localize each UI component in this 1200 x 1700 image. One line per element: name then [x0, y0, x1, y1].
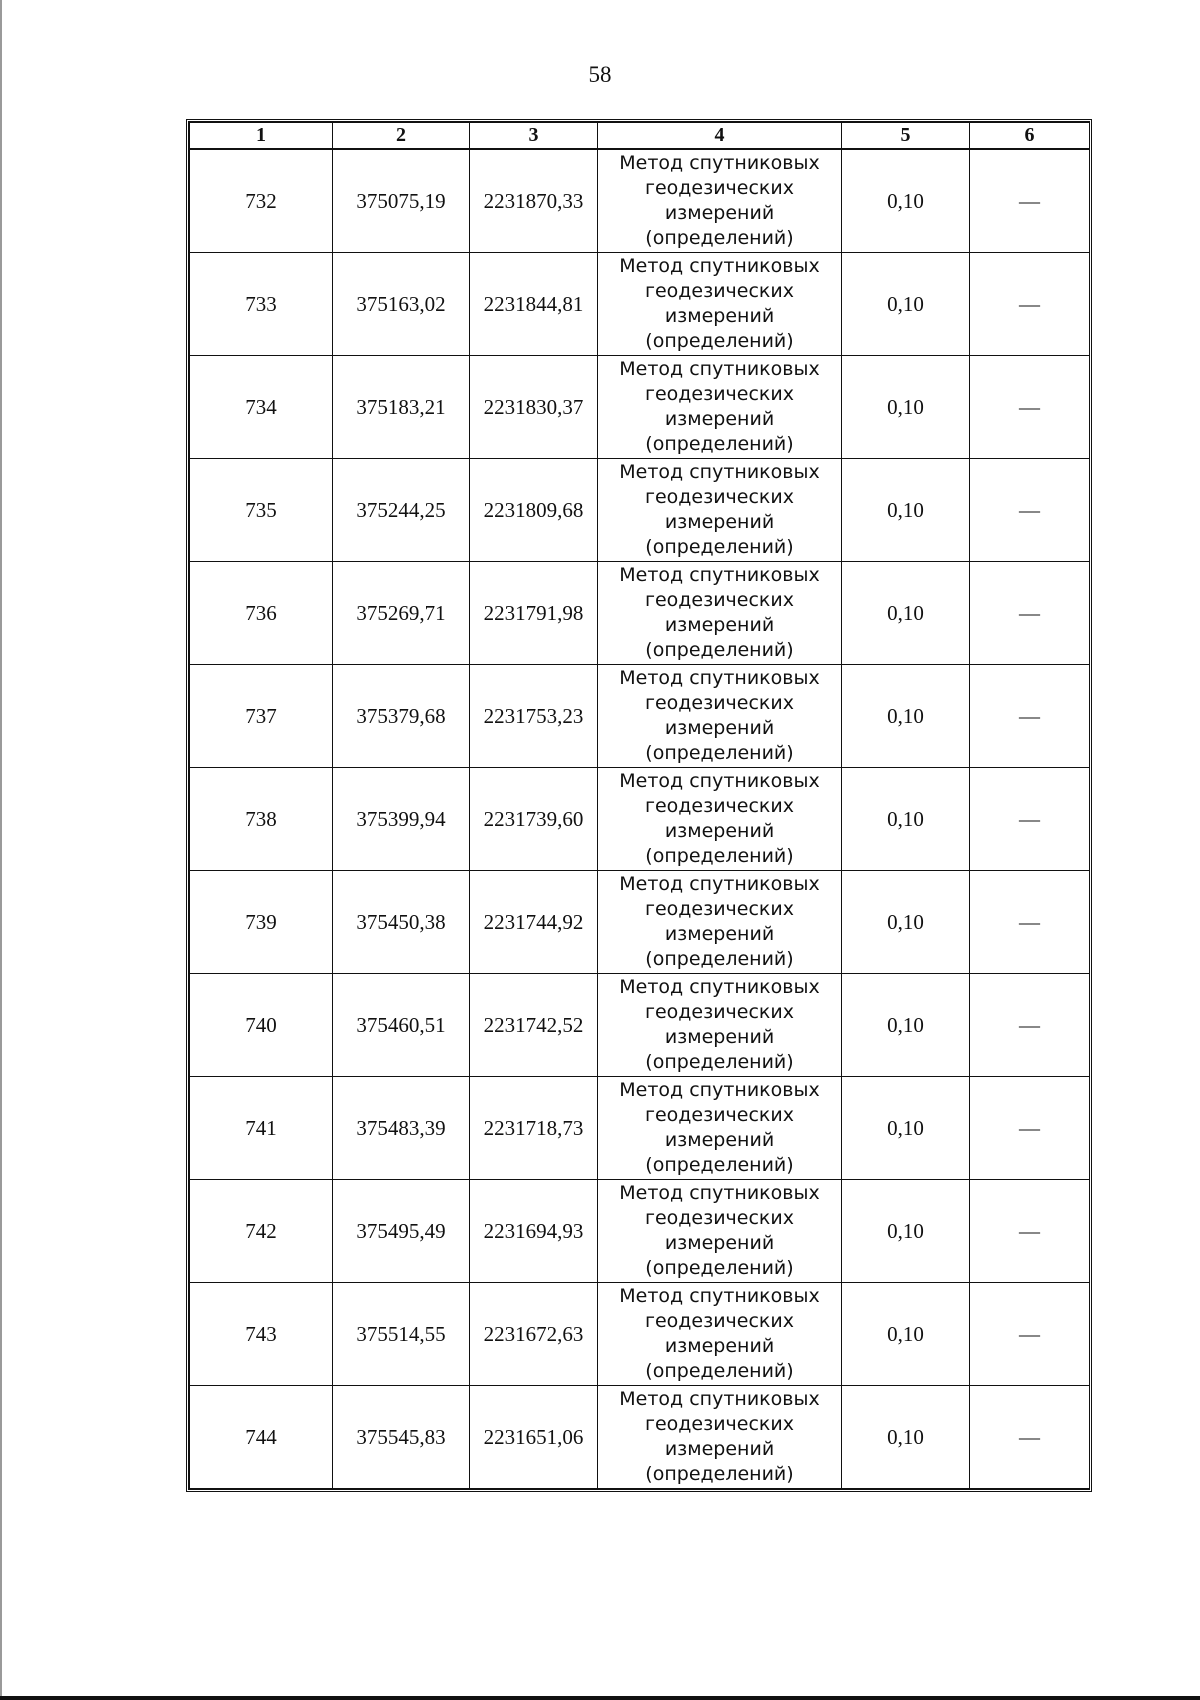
cell-point-number: 743: [190, 1283, 333, 1386]
cell-note: —: [970, 974, 1090, 1077]
method-text-line: измерений: [664, 820, 775, 842]
method-text-line: (определений): [645, 536, 794, 558]
header-col-2: 2: [333, 123, 470, 150]
method-text-line: Метод спутниковых: [619, 255, 820, 277]
method-text-line: Метод спутниковых: [619, 1182, 820, 1204]
cell-x-coordinate: 375379,68: [333, 665, 470, 768]
cell-y-coordinate: 2231809,68: [470, 459, 598, 562]
table-row: [190, 253, 1090, 356]
cell-y-coordinate: 2231744,92: [470, 871, 598, 974]
method-text-line: (определений): [645, 1463, 794, 1485]
method-text-line: Метод спутниковых: [619, 770, 820, 792]
cell-note: —: [970, 1386, 1090, 1489]
cell-method: [598, 1386, 842, 1489]
method-text-line: геодезических: [644, 898, 794, 920]
method-text-line: измерений: [664, 614, 775, 636]
cell-method: [598, 562, 842, 665]
cell-point-number: 740: [190, 974, 333, 1077]
table-row: [190, 1180, 1090, 1283]
cell-method: [598, 1180, 842, 1283]
table-header-row: [190, 123, 1090, 150]
method-text-line: геодезических: [644, 1310, 794, 1332]
method-text-line: измерений: [664, 408, 775, 430]
coordinates-table: [189, 122, 1090, 1489]
cell-method: [598, 1283, 842, 1386]
method-text-line: Метод спутниковых: [619, 873, 820, 895]
cell-x-coordinate: 375163,02: [333, 253, 470, 356]
method-text-line: геодезических: [644, 486, 794, 508]
table-row: [190, 562, 1090, 665]
method-text-line: геодезических: [644, 1207, 794, 1229]
method-text-line: (определений): [645, 330, 794, 352]
header-col-1: 1: [190, 123, 333, 150]
table-row: [190, 974, 1090, 1077]
method-text-line: (определений): [645, 1051, 794, 1073]
header-col-3: 3: [470, 123, 598, 150]
cell-x-coordinate: 375399,94: [333, 768, 470, 871]
table-row: [190, 871, 1090, 974]
cell-note: —: [970, 665, 1090, 768]
method-text-line: Метод спутниковых: [619, 564, 820, 586]
header-col-5: 5: [842, 123, 970, 150]
method-text-line: Метод спутниковых: [619, 461, 820, 483]
method-text-line: геодезических: [644, 1001, 794, 1023]
method-text-line: геодезических: [644, 1104, 794, 1126]
method-text-line: (определений): [645, 1154, 794, 1176]
method-text-line: геодезических: [644, 280, 794, 302]
header-col-6: 6: [970, 123, 1090, 150]
header-col-4: 4: [598, 123, 842, 150]
cell-point-number: 739: [190, 871, 333, 974]
cell-note: —: [970, 871, 1090, 974]
method-text-line: измерений: [664, 1335, 775, 1357]
cell-note: —: [970, 459, 1090, 562]
method-text-line: геодезических: [644, 692, 794, 714]
method-text-line: геодезических: [644, 1413, 794, 1435]
method-text-line: измерений: [664, 305, 775, 327]
table-row: [190, 356, 1090, 459]
cell-x-coordinate: 375495,49: [333, 1180, 470, 1283]
table-row: [190, 768, 1090, 871]
cell-accuracy: 0,10: [842, 974, 970, 1077]
cell-point-number: 732: [190, 149, 333, 253]
method-text-line: Метод спутниковых: [619, 1079, 820, 1101]
cell-point-number: 741: [190, 1077, 333, 1180]
method-text-line: измерений: [664, 1438, 775, 1460]
cell-point-number: 735: [190, 459, 333, 562]
coordinates-table-frame: [186, 119, 1092, 1492]
table-row: [190, 1283, 1090, 1386]
cell-y-coordinate: 2231742,52: [470, 974, 598, 1077]
cell-note: —: [970, 356, 1090, 459]
table-row: [190, 459, 1090, 562]
cell-method: [598, 871, 842, 974]
method-text-line: измерений: [664, 1232, 775, 1254]
cell-y-coordinate: 2231791,98: [470, 562, 598, 665]
method-text-line: (определений): [645, 845, 794, 867]
cell-point-number: 738: [190, 768, 333, 871]
cell-x-coordinate: 375244,25: [333, 459, 470, 562]
table-row: [190, 665, 1090, 768]
table-row: [190, 1386, 1090, 1489]
table-body: [190, 149, 1090, 1489]
cell-note: —: [970, 768, 1090, 871]
cell-note: —: [970, 1180, 1090, 1283]
cell-y-coordinate: 2231651,06: [470, 1386, 598, 1489]
cell-y-coordinate: 2231672,63: [470, 1283, 598, 1386]
cell-accuracy: 0,10: [842, 1180, 970, 1283]
method-text-line: геодезических: [644, 383, 794, 405]
cell-x-coordinate: 375075,19: [333, 149, 470, 253]
cell-y-coordinate: 2231718,73: [470, 1077, 598, 1180]
method-text-line: Метод спутниковых: [619, 1388, 820, 1410]
method-text-line: измерений: [664, 1026, 775, 1048]
cell-x-coordinate: 375183,21: [333, 356, 470, 459]
method-text-line: Метод спутниковых: [619, 152, 820, 174]
cell-y-coordinate: 2231870,33: [470, 149, 598, 253]
cell-accuracy: 0,10: [842, 459, 970, 562]
table-row: [190, 149, 1090, 253]
table-row: [190, 1077, 1090, 1180]
cell-accuracy: 0,10: [842, 665, 970, 768]
cell-method: [598, 149, 842, 253]
cell-accuracy: 0,10: [842, 1386, 970, 1489]
method-text-line: геодезических: [644, 177, 794, 199]
cell-y-coordinate: 2231844,81: [470, 253, 598, 356]
cell-method: [598, 459, 842, 562]
method-text-line: измерений: [664, 511, 775, 533]
cell-accuracy: 0,10: [842, 871, 970, 974]
cell-method: [598, 1077, 842, 1180]
cell-method: [598, 665, 842, 768]
cell-y-coordinate: 2231739,60: [470, 768, 598, 871]
cell-note: —: [970, 562, 1090, 665]
cell-point-number: 742: [190, 1180, 333, 1283]
method-text-line: измерений: [664, 923, 775, 945]
cell-point-number: 736: [190, 562, 333, 665]
page-left-edge: [0, 0, 2, 1700]
cell-method: [598, 253, 842, 356]
page-number: 58: [588, 62, 612, 87]
cell-y-coordinate: 2231830,37: [470, 356, 598, 459]
cell-y-coordinate: 2231694,93: [470, 1180, 598, 1283]
cell-accuracy: 0,10: [842, 1077, 970, 1180]
method-text-line: геодезических: [644, 589, 794, 611]
method-text-line: (определений): [645, 639, 794, 661]
method-text-line: (определений): [645, 948, 794, 970]
cell-point-number: 744: [190, 1386, 333, 1489]
cell-point-number: 734: [190, 356, 333, 459]
cell-point-number: 733: [190, 253, 333, 356]
cell-x-coordinate: 375460,51: [333, 974, 470, 1077]
cell-x-coordinate: 375514,55: [333, 1283, 470, 1386]
cell-accuracy: 0,10: [842, 149, 970, 253]
cell-method: [598, 356, 842, 459]
method-text-line: измерений: [664, 202, 775, 224]
cell-y-coordinate: 2231753,23: [470, 665, 598, 768]
method-text-line: (определений): [645, 1257, 794, 1279]
method-text-line: Метод спутниковых: [619, 358, 820, 380]
cell-point-number: 737: [190, 665, 333, 768]
method-text-line: (определений): [645, 433, 794, 455]
cell-note: —: [970, 149, 1090, 253]
method-text-line: (определений): [645, 1360, 794, 1382]
method-text-line: Метод спутниковых: [619, 667, 820, 689]
cell-note: —: [970, 253, 1090, 356]
method-text-line: геодезических: [644, 795, 794, 817]
method-text-line: (определений): [645, 227, 794, 249]
cell-accuracy: 0,10: [842, 356, 970, 459]
cell-accuracy: 0,10: [842, 253, 970, 356]
cell-x-coordinate: 375545,83: [333, 1386, 470, 1489]
method-text-line: измерений: [664, 717, 775, 739]
cell-method: [598, 768, 842, 871]
cell-accuracy: 0,10: [842, 562, 970, 665]
cell-accuracy: 0,10: [842, 768, 970, 871]
method-text-line: Метод спутниковых: [619, 1285, 820, 1307]
method-text-line: измерений: [664, 1129, 775, 1151]
method-text-line: Метод спутниковых: [619, 976, 820, 998]
method-text-line: (определений): [645, 742, 794, 764]
cell-accuracy: 0,10: [842, 1283, 970, 1386]
cell-note: —: [970, 1077, 1090, 1180]
cell-method: [598, 974, 842, 1077]
cell-x-coordinate: 375269,71: [333, 562, 470, 665]
cell-x-coordinate: 375450,38: [333, 871, 470, 974]
cell-x-coordinate: 375483,39: [333, 1077, 470, 1180]
scan-bottom-edge: [0, 1696, 1200, 1700]
cell-note: —: [970, 1283, 1090, 1386]
